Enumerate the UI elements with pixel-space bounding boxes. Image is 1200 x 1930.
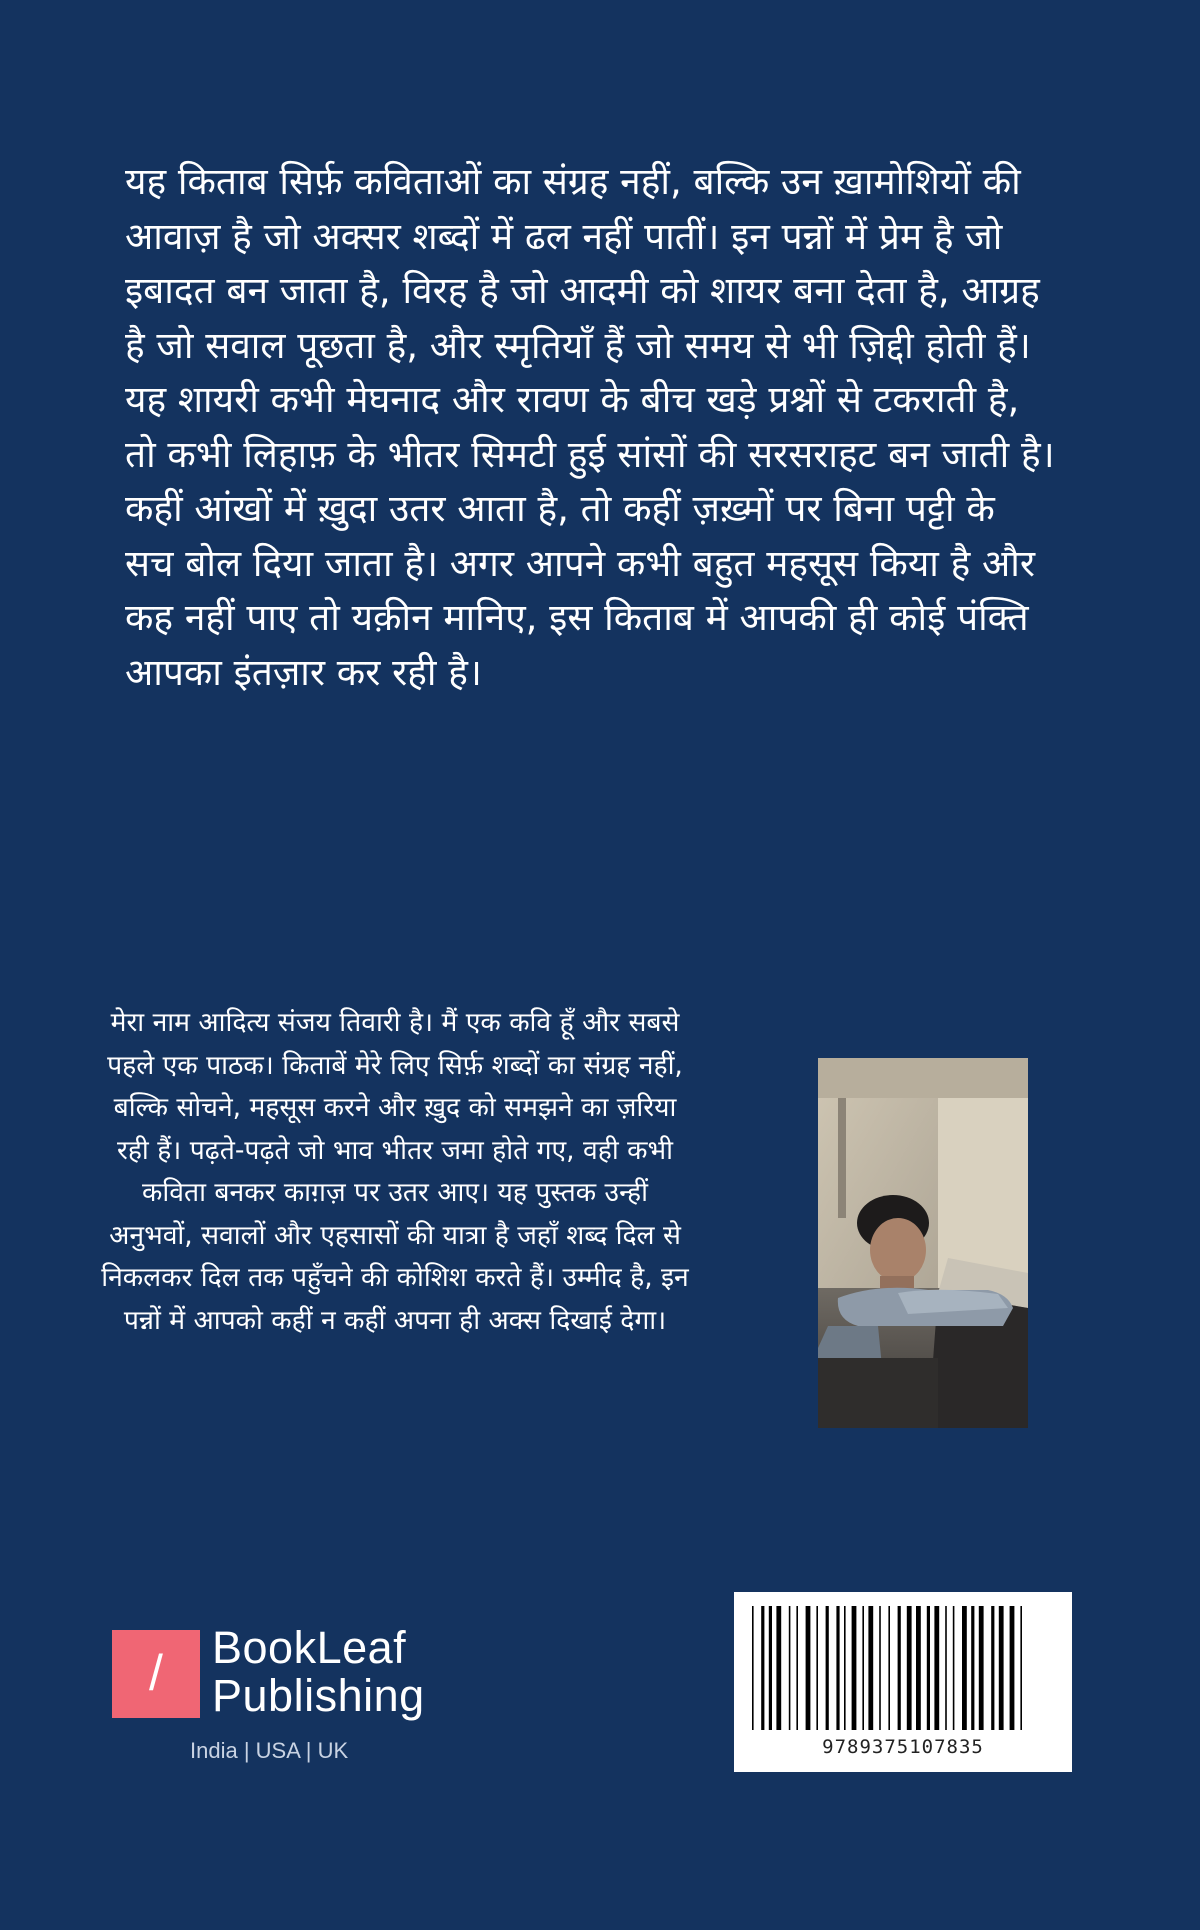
book-blurb — [125, 155, 1055, 700]
barcode-bar — [761, 1606, 764, 1730]
barcode-bar — [1010, 1606, 1015, 1730]
publisher-name-line-1: BookLeaf — [212, 1622, 407, 1673]
barcode-bar — [888, 1606, 890, 1730]
barcode-bar — [844, 1606, 846, 1730]
barcode-bar — [962, 1606, 967, 1730]
author-photo — [818, 1058, 1028, 1428]
barcode-bar — [868, 1606, 873, 1730]
barcode-bar — [971, 1606, 974, 1730]
publisher-regions: India | USA | UK — [190, 1738, 349, 1763]
isbn-barcode — [734, 1592, 1072, 1772]
logo-slash-icon: / — [149, 1645, 163, 1701]
barcode-bar — [916, 1606, 921, 1730]
barcode-bar — [816, 1606, 818, 1730]
barcode-bar — [806, 1606, 811, 1730]
blurb-paragraph-2: यह शायरी कभी मेघनाद और रावण के बीच खड़े प्रश्नों से टकराती है, तो कभी लिहाफ़ के भीतर सिमटी हुई सांसों की सरसराहट बन जाती है। कहीं आंखों में ख़ुदा उतर आता है, तो कहीं ज़ख़्मों पर बिना पट्टी के सच बोल दिया जाता है। अगर आपने कभी बहुत महसूस किया है और कह नहीं पाए तो यक़ीन मानिए, इस किताब में आपकी ही कोई पंक्ति आपका इंतज़ार कर रही है। — [125, 378, 1055, 694]
barcode-bar — [927, 1606, 930, 1730]
barcode-bar — [979, 1606, 984, 1730]
barcode-bar — [862, 1606, 864, 1730]
blurb-paragraph-1: यह किताब सिर्फ़ कविताओं का संग्रह नहीं, बल्कि उन ख़ामोशियों की आवाज़ है जो अक्सर शब्दों में ढल नहीं पातीं। इन पन्नों में प्रेम है जो इबादत बन जाता है, विरह है जो आदमी को शायर बना देता है, आग्रह है जो सवाल पूछता है, और स्मृतियाँ हैं जो समय से भी ज़िद्दी होती हैं। — [125, 160, 1040, 367]
barcode-bar — [879, 1606, 881, 1730]
barcode-bar — [907, 1606, 912, 1730]
barcode-bar — [999, 1606, 1004, 1730]
barcode-bar — [898, 1606, 901, 1730]
barcode-bar — [796, 1606, 798, 1730]
barcode-bar — [991, 1606, 994, 1730]
barcode-bar — [1020, 1606, 1022, 1730]
barcode-bar — [776, 1606, 781, 1730]
barcode-bar — [852, 1606, 857, 1730]
barcode-bar — [769, 1606, 772, 1730]
publisher-name — [212, 1624, 452, 1720]
barcode-bar — [945, 1606, 947, 1730]
publisher-name-line-2: Publishing — [212, 1670, 425, 1721]
barcode-bar — [836, 1606, 839, 1730]
barcode-bar — [789, 1606, 791, 1730]
logo-mark — [112, 1630, 200, 1718]
barcode-bar — [934, 1606, 939, 1730]
barcode-bar — [953, 1606, 955, 1730]
barcode-bar — [826, 1606, 829, 1730]
barcode-bar — [752, 1606, 754, 1730]
barcode-bars — [748, 1606, 1058, 1730]
isbn-number: 9789375107835 — [822, 1736, 984, 1758]
author-bio: मेरा नाम आदित्य संजय तिवारी है। मैं एक कवि हूँ और सबसे पहले एक पाठक। किताबें मेरे लिए सिर्फ़ शब्दों का संग्रह नहीं, बल्कि सोचने, महसूस करने और ख़ुद को समझने का ज़रिया रही हैं। पढ़ते-पढ़ते जो भाव भीतर जमा होते गए, वही कभी कविता बनकर काग़ज़ पर उतर आए। यह पुस्तक उन्हीं अनुभवों, सवालों और एहसासों की यात्रा है जहाँ शब्द दिल से निकलकर दिल तक पहुँचने की कोशिश करते हैं। उम्मीद है, इन पन्नों में आपको कहीं न कहीं अपना ही अक्स दिखाई देगा। — [101, 1007, 689, 1336]
